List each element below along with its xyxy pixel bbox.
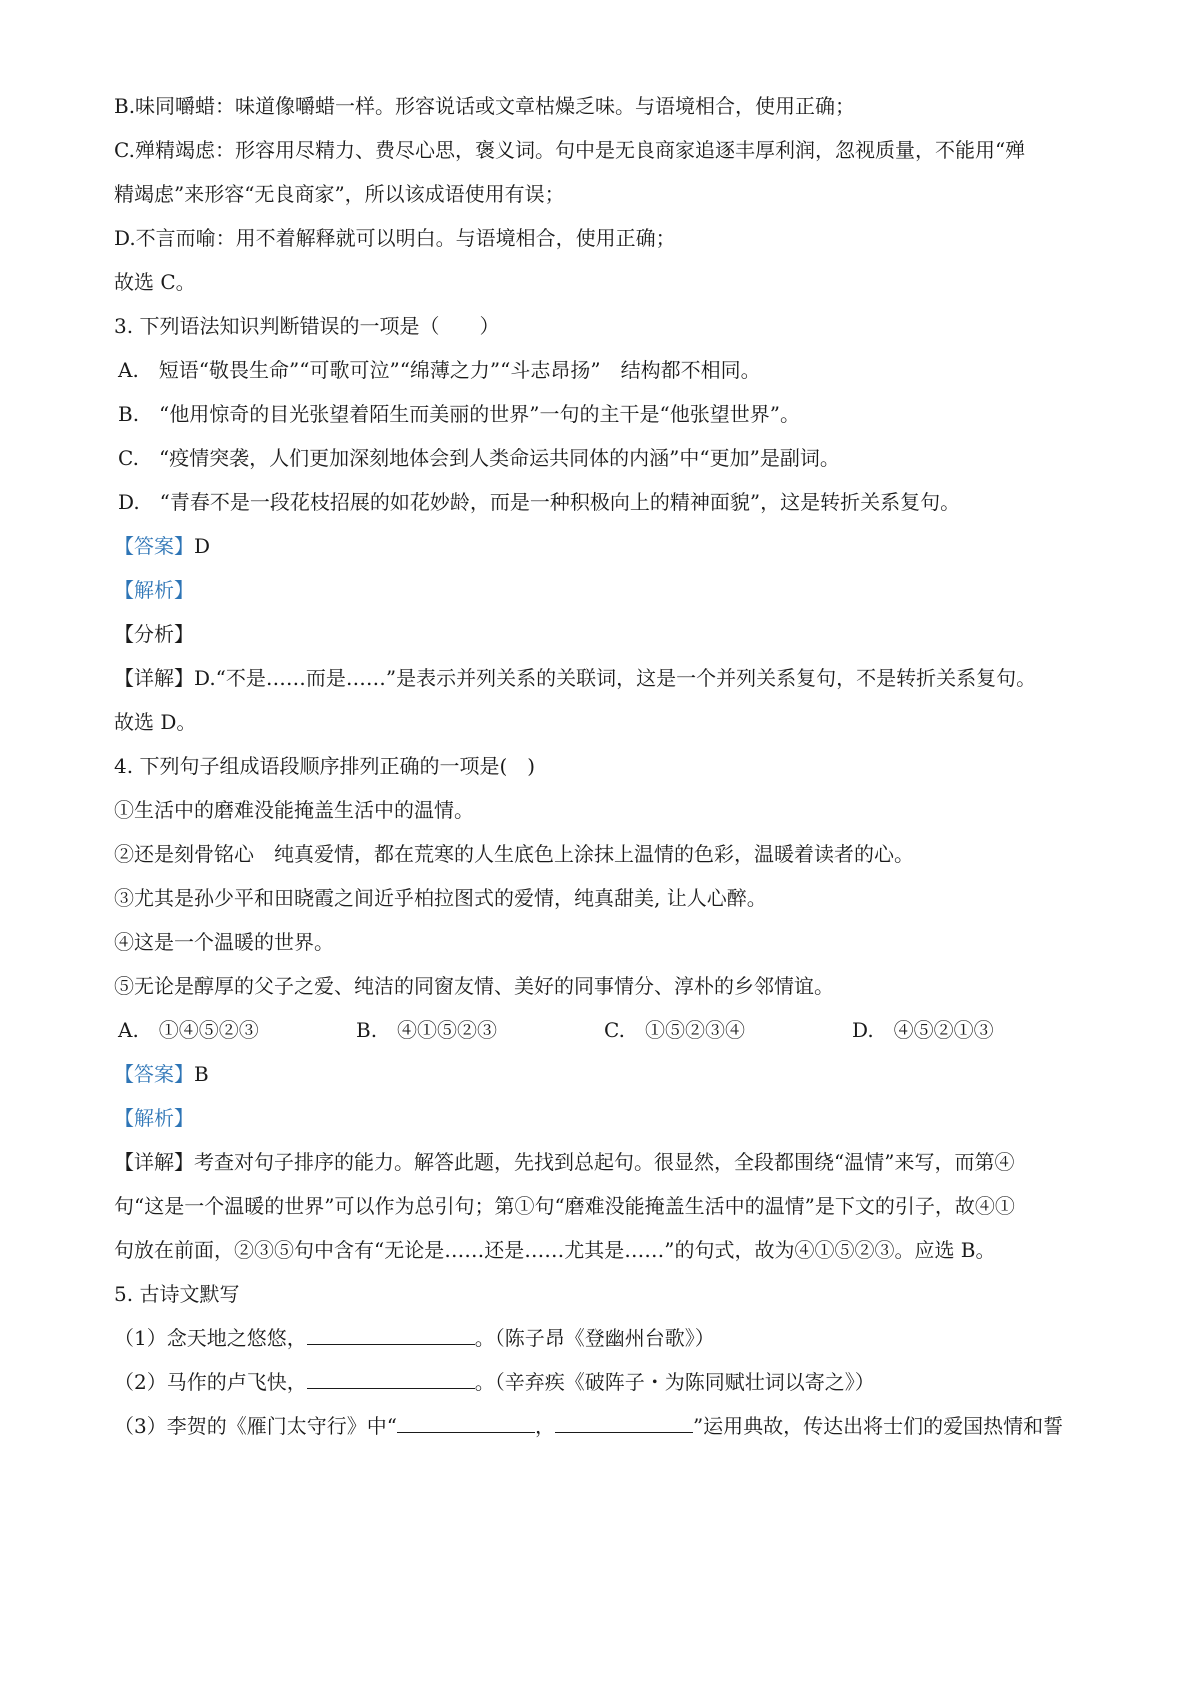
- analysis-tag: 【解析】: [114, 578, 194, 602]
- q4-sentence-4: ④这是一个温暖的世界。: [114, 930, 334, 954]
- q5-item-3-mid: ，: [534, 1414, 555, 1438]
- q3-stem: 3. 下列语法知识判断错误的一项是（ ）: [114, 314, 500, 338]
- q4-choice-c: C. ①⑤②③④: [604, 1018, 745, 1042]
- q4-detail-line3: 句放在前面，②③⑤句中含有“无论是……还是……尤其是……”的句式，故为④①⑤②③。应选 B。: [114, 1238, 996, 1262]
- q5-item-3-prefix: （3）李贺的《雁门太守行》中“: [114, 1414, 397, 1438]
- q5-item-2-prefix: （2）马作的卢飞快，: [114, 1370, 307, 1394]
- fill-blank[interactable]: [555, 1412, 693, 1433]
- analysis-tag: 【解析】: [114, 1106, 194, 1130]
- q4-detail-line1: [114, 1148, 1014, 1176]
- q4-stem: 4. 下列句子组成语段顺序排列正确的一项是( ): [114, 754, 536, 778]
- q3-detail: [114, 664, 1036, 692]
- fill-blank[interactable]: [307, 1324, 475, 1345]
- q3-option-d: D. “青春不是一段花枝招展的如花妙龄，而是一种积极向上的精神面貌”，这是转折关系复句。: [118, 490, 961, 514]
- q4-sentence-5: ⑤无论是醇厚的父子之爱、纯洁的同窗友情、美好的同事情分、淳朴的乡邻情谊。: [114, 974, 834, 998]
- q5-item-3-suffix: ”运用典故，传达出将士们的爱国热情和誓: [692, 1414, 1064, 1438]
- q4-choice-b: B. ④①⑤②③: [356, 1018, 498, 1042]
- q5-stem: 5. 古诗文默写: [114, 1282, 240, 1306]
- q4-detail-line2: 句“这是一个温暖的世界”可以作为总引句；第①句“磨难没能掩盖生活中的温情”是下文的引子，故④①: [114, 1194, 1015, 1218]
- q4-analysis-tag: [114, 1104, 194, 1132]
- q3-fenxi-tag: 【分析】: [114, 622, 194, 646]
- answer-value: D: [194, 534, 211, 558]
- detail-tag: 【详解】: [114, 1150, 194, 1174]
- q4-choice-a: A. ①④⑤②③: [118, 1018, 259, 1042]
- q3-analysis-tag: [114, 576, 194, 604]
- q5-item-2-suffix: 。（辛弃疾《破阵子・为陈同赋壮词以寄之》）: [474, 1370, 875, 1394]
- q4-sentence-3: ③尤其是孙少平和田晓霞之间近乎柏拉图式的爱情，纯真甜美, 让人心醉。: [114, 886, 767, 910]
- q5-item-3: [114, 1412, 1063, 1440]
- answer-value: B: [194, 1062, 209, 1086]
- q4-sentence-1: ①生活中的磨难没能掩盖生活中的温情。: [114, 798, 474, 822]
- fill-blank[interactable]: [397, 1412, 535, 1433]
- detail-text: D.“不是……而是……”是表示并列关系的关联词，这是一个并列关系复句，不是转折关系复句。: [194, 666, 1037, 690]
- q3-conclusion: 故选 D。: [114, 710, 197, 734]
- q4-sentence-2: ②还是刻骨铭心 纯真爱情，都在荒寒的人生底色上涂抹上温情的色彩，温暖着读者的心。: [114, 842, 914, 866]
- q2-analysis-c-line2: 精竭虑”来形容“无良商家”，所以该成语使用有误；: [114, 182, 565, 206]
- detail-tag: 【详解】: [114, 666, 194, 690]
- answer-tag: 【答案】: [114, 1062, 194, 1086]
- q2-analysis-b: B.味同嚼蜡：味道像嚼蜡一样。形容说话或文章枯燥乏味。与语境相合，使用正确；: [114, 94, 856, 118]
- q2-analysis-c-line1: C.殚精竭虑：形容用尽精力、费尽心思，褒义词。句中是无良商家追逐丰厚利润，忽视质量，不能用“殚: [114, 138, 1026, 162]
- q4-answer: [114, 1060, 209, 1088]
- q3-option-b: B. “他用惊奇的目光张望着陌生而美丽的世界”一句的主干是“他张望世界”。: [118, 402, 800, 426]
- fill-blank[interactable]: [307, 1368, 475, 1389]
- detail-text: 考查对句子排序的能力。解答此题，先找到总起句。很显然，全段都围绕“温情”来写，而第④: [194, 1150, 1015, 1174]
- answer-tag: 【答案】: [114, 534, 194, 558]
- q3-option-a: A. 短语“敬畏生命”“可歌可泣”“绵薄之力”“斗志昂扬” 结构都不相同。: [118, 358, 761, 382]
- q3-option-c: C. “疫情突袭，人们更加深刻地体会到人类命运共同体的内涵”中“更加”是副词。: [118, 446, 840, 470]
- q4-choice-d: D. ④⑤②①③: [852, 1018, 994, 1042]
- q2-conclusion: 故选 C。: [114, 270, 196, 294]
- q2-analysis-d: D.不言而喻：用不着解释就可以明白。与语境相合，使用正确；: [114, 226, 676, 250]
- q5-item-2: [114, 1368, 875, 1396]
- q3-answer: [114, 532, 210, 560]
- q5-item-1-suffix: 。（陈子昂《登幽州台歌》）: [474, 1326, 715, 1350]
- q5-item-1-prefix: （1）念天地之悠悠，: [114, 1326, 307, 1350]
- q5-item-1: [114, 1324, 715, 1352]
